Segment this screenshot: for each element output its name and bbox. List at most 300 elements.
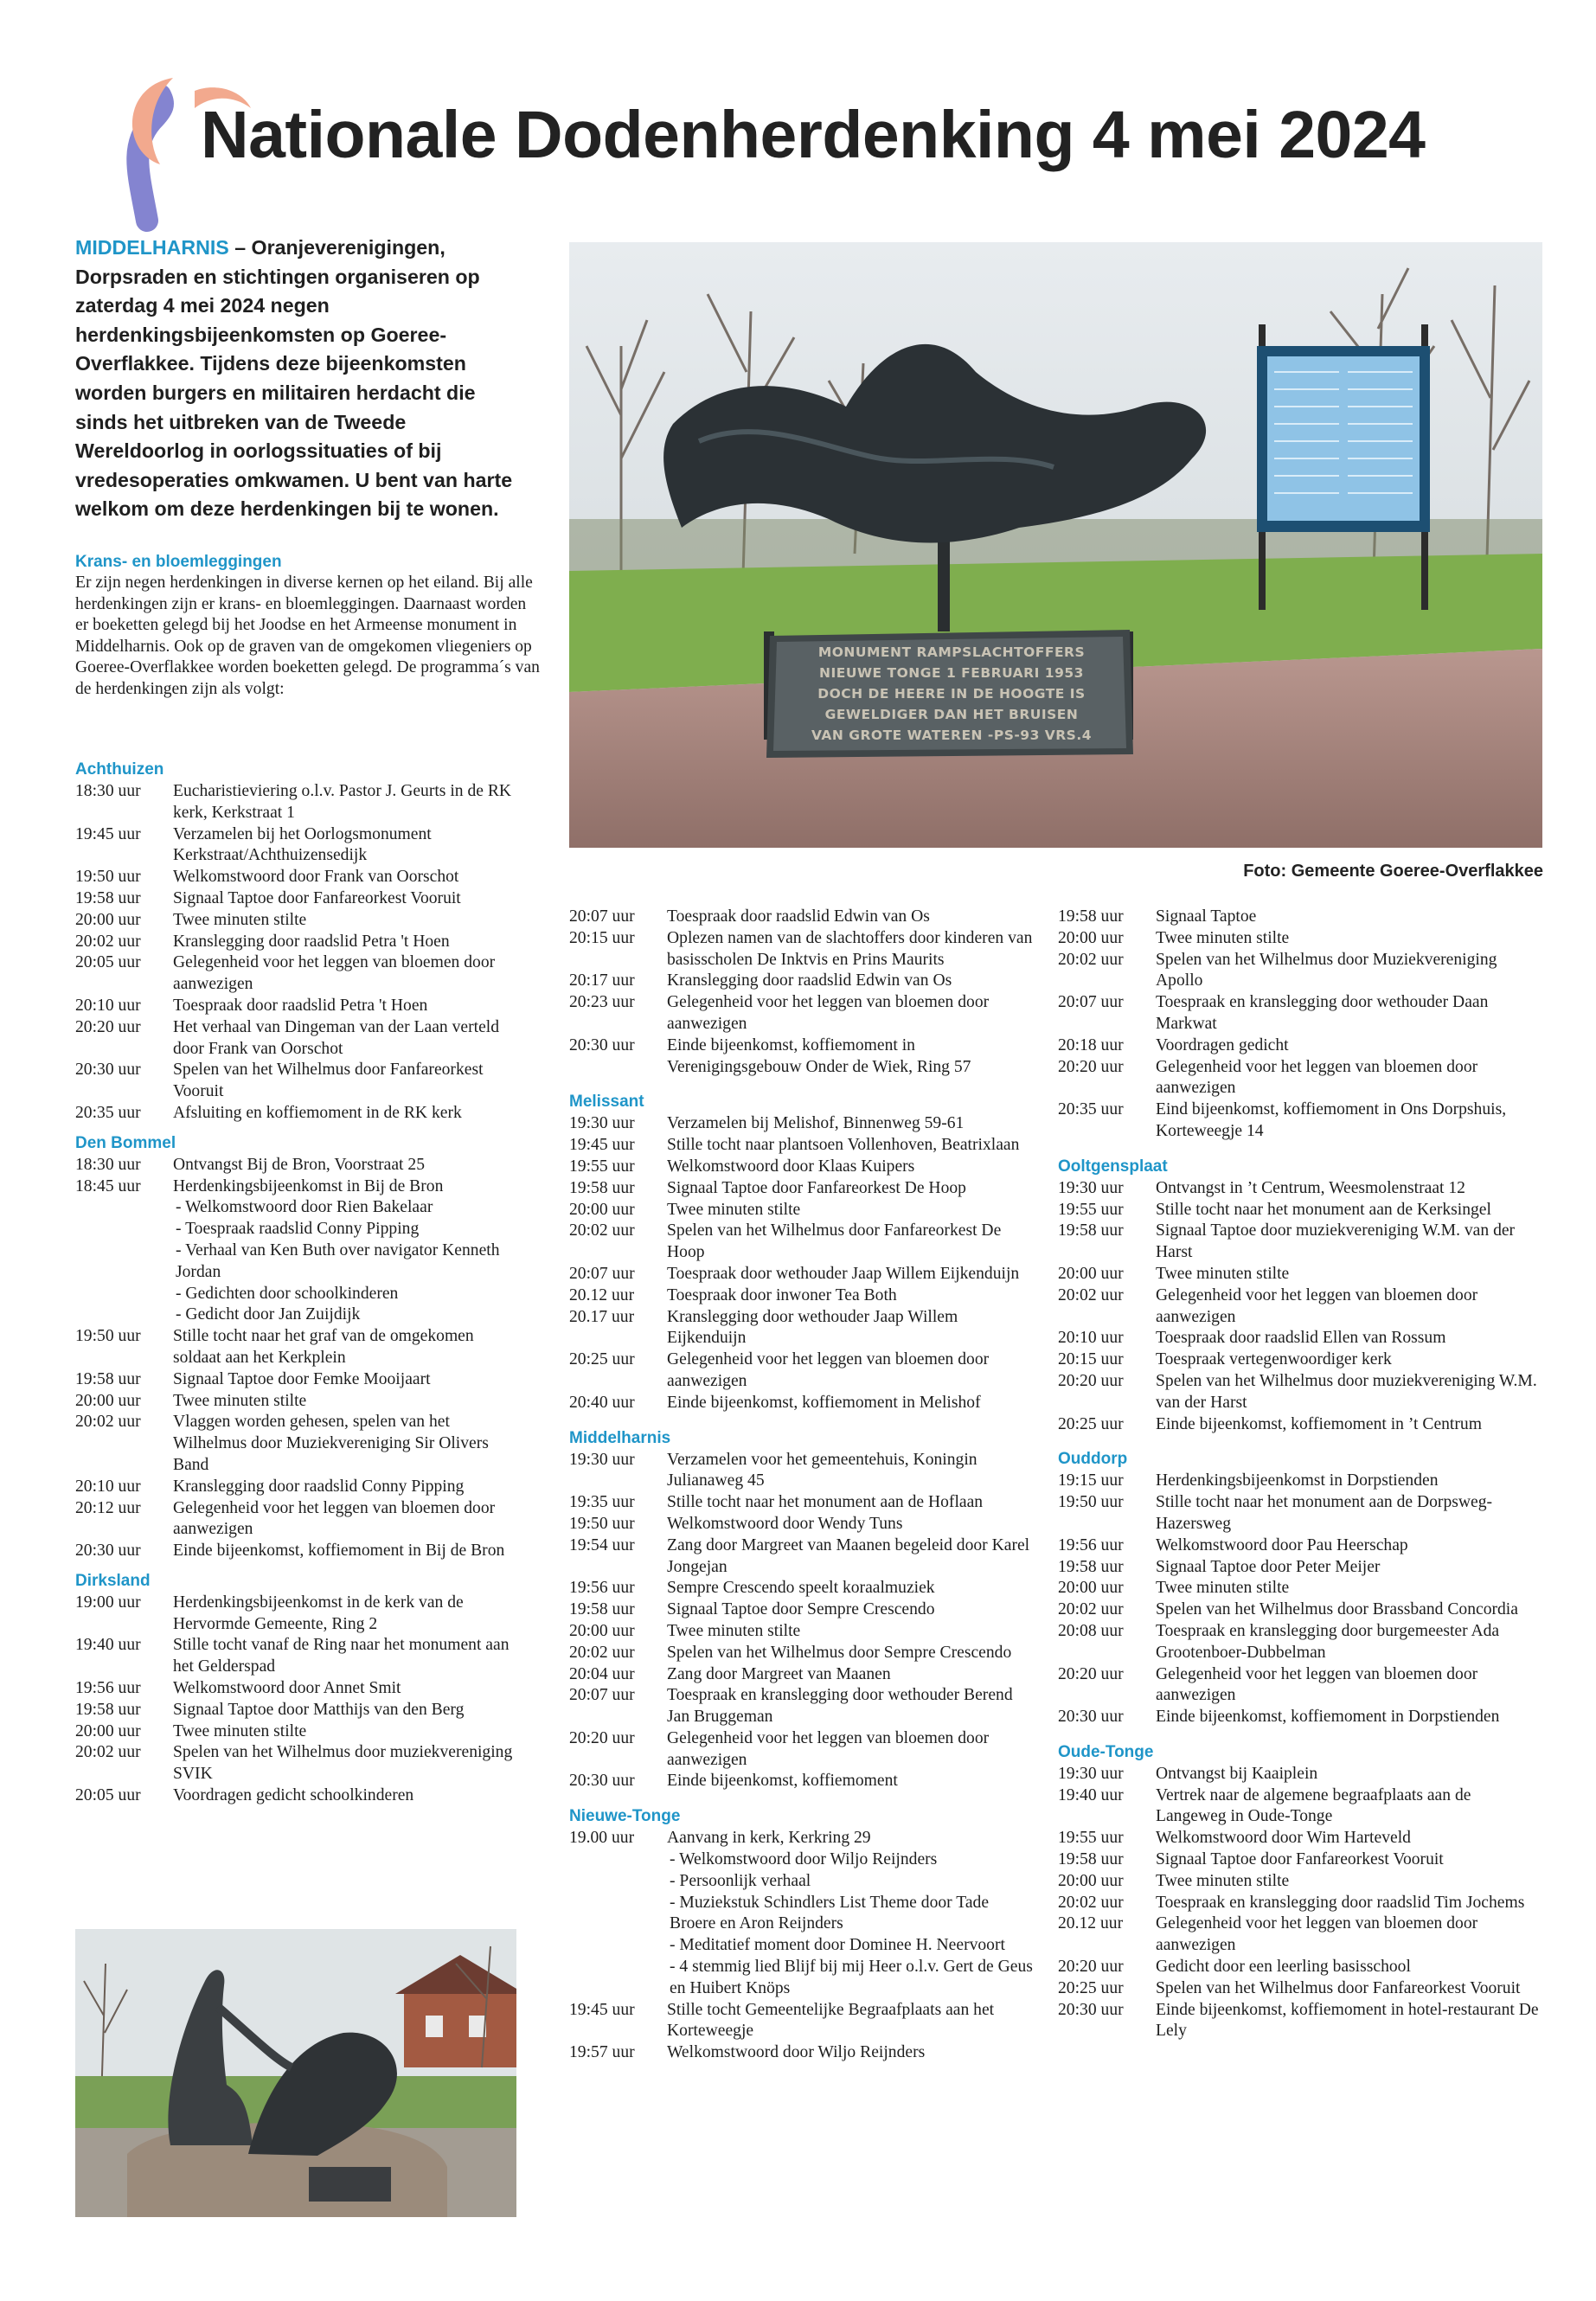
schedule-description: - Gedichten door schoolkinderen [176, 1284, 399, 1303]
schedule-description: Welkomstwoord door Frank van Oorschot [173, 868, 459, 887]
schedule-row [1058, 1913, 1542, 1957]
schedule-row [569, 1728, 1036, 1772]
schedule-row [1058, 1264, 1542, 1285]
schedule-time: 20:02 uur [75, 1413, 141, 1432]
schedule-description: Stille tocht Gemeentelijke Begraafplaats aan het Korteweegje [667, 2000, 995, 2041]
schedule-description: Toespraak en kranslegging door raadslid Tim Jochems [1156, 1893, 1525, 1912]
schedule-description: - Persoonlijk verhaal [670, 1871, 811, 1890]
schedule-description: Ontvangst Bij de Bron, Voorstraat 25 [173, 1155, 425, 1174]
schedule-row [75, 1103, 516, 1125]
schedule-description: Einde bijeenkomst, koffiemoment in ’t Centrum [1156, 1414, 1482, 1433]
schedule-row [75, 1700, 516, 1721]
schedule-time: 19:45 uur [569, 1136, 635, 1155]
schedule-row [569, 1578, 1036, 1599]
schedule-time: 20:10 uur [1058, 1329, 1124, 1348]
section-heading: Achthuizen [75, 760, 164, 779]
schedule-description: Toespraak en kranslegging door burgemeester Ada Grootenboer-Dubbelman [1156, 1621, 1500, 1662]
schedule-time [569, 1893, 667, 1936]
schedule-time: 20:02 uur [569, 1643, 635, 1662]
schedule-description: Spelen van het Wilhelmus door Sempre Crescendo [667, 1643, 1012, 1662]
schedule-time: 19:45 uur [75, 824, 141, 843]
schedule-row [569, 1599, 1036, 1621]
schedule-description: Spelen van het Wilhelmus door Fanfareorkest Vooruit [173, 1061, 484, 1101]
schedule-time: 19:58 uur [569, 1600, 635, 1619]
schedule-description: Spelen van het Wilhelmus door Fanfareorkest Vooruit [1156, 1978, 1521, 1997]
schedule-row [569, 1200, 1036, 1221]
schedule-time: 20:08 uur [1058, 1621, 1124, 1640]
schedule-row [75, 932, 516, 953]
page-title: Nationale Dodenherdenking 4 mei 2024 [201, 98, 1426, 172]
schedule-row [569, 1643, 1036, 1664]
schedule-time: 18:30 uur [75, 1155, 141, 1174]
schedule-time [569, 1871, 667, 1893]
schedule-time: 20:18 uur [1058, 1035, 1124, 1054]
schedule-time: 20:35 uur [1058, 1100, 1124, 1119]
schedule-row [1058, 1849, 1542, 1871]
schedule-time [75, 1240, 173, 1284]
schedule-description: Signaal Taptoe door Fanfareorkest De Hoop [667, 1178, 966, 1197]
schedule-time: 18:45 uur [75, 1176, 141, 1195]
schedule-row [1058, 1764, 1542, 1785]
schedule-time: 20:30 uur [569, 1772, 635, 1791]
schedule-time: 20:02 uur [1058, 1600, 1124, 1619]
schedule-row [569, 1135, 1036, 1157]
schedule-row [1058, 2000, 1542, 2043]
schedule-row [1058, 928, 1542, 950]
schedule-row [75, 1240, 516, 1284]
schedule-row [569, 2042, 1036, 2064]
schedule-row [75, 888, 516, 910]
schedule-time [75, 1219, 173, 1240]
schedule-row [75, 952, 516, 996]
schedule-time: 20:20 uur [569, 1728, 635, 1747]
schedule-time: 20:20 uur [1058, 1371, 1124, 1390]
section-heading: Dirksland [75, 1571, 151, 1590]
schedule-description: Voordragen gedicht [1156, 1035, 1289, 1054]
schedule-row [75, 1284, 516, 1305]
schedule-description: Gelegenheid voor het leggen van bloemen door aanwezigen [667, 1350, 990, 1390]
schedule-time: 20:25 uur [1058, 1414, 1124, 1433]
schedule-description: Twee minuten stilte [667, 1200, 801, 1219]
schedule-row [569, 971, 1036, 992]
schedule-time: 20:12 uur [75, 1498, 141, 1517]
schedule-row [75, 1412, 516, 1476]
schedule-description: Zang door Margreet van Maanen begeleid door Karel Jongejan [667, 1535, 1030, 1576]
krans-section [75, 552, 542, 701]
schedule-time: 19.00 uur [569, 1829, 635, 1848]
schedule-description: Einde bijeenkomst, koffiemoment in Bij de Bron [173, 1541, 505, 1561]
schedule-time: 19:50 uur [75, 868, 141, 887]
schedule-description: Vertrek naar de algemene begraafplaats aan de Langeweg in Oude-Tonge [1156, 1785, 1471, 1826]
schedule-description: Herdenkingsbijeenkomst in Bij de Bron [173, 1176, 444, 1195]
schedule-description: Welkomstwoord door Wendy Tuns [667, 1514, 903, 1533]
schedule-description: Stille tocht naar het monument aan de Hoflaan [667, 1493, 984, 1512]
schedule-description: - Welkomstwoord door Wiljo Reijnders [670, 1850, 938, 1869]
schedule-time: 19:56 uur [1058, 1535, 1124, 1554]
schedule-time [75, 1284, 173, 1305]
schedule-time: 18:30 uur [75, 782, 141, 800]
schedule-description: Afsluiting en koffiemoment in de RK kerk [173, 1103, 462, 1122]
section-den-bommel [75, 1133, 516, 1562]
schedule-row [1058, 1414, 1542, 1436]
schedule-time: 19:58 uur [1058, 907, 1124, 926]
schedule-row [1058, 1535, 1542, 1557]
schedule-row [569, 1664, 1036, 1686]
schedule-row [1058, 1664, 1542, 1708]
schedule-description: Toespraak door raadslid Petra 't Hoen [173, 996, 428, 1015]
schedule-description: Signaal Taptoe [1156, 907, 1257, 926]
schedule-description: Stille tocht vanaf de Ring naar het monument aan het Gelderspad [173, 1636, 510, 1676]
krans-heading: Krans- en bloemleggingen [75, 553, 282, 571]
schedule-time: 19:40 uur [1058, 1785, 1124, 1804]
schedule-description: Toespraak door inwoner Tea Both [667, 1285, 897, 1304]
schedule-description: Stille tocht naar plantsoen Vollenhoven, Beatrixlaan [667, 1136, 1020, 1155]
schedule-row [1058, 1871, 1542, 1893]
schedule-time: 20:20 uur [1058, 1664, 1124, 1683]
schedule-row [75, 1017, 516, 1061]
section-heading: Oude-Tonge [1058, 1742, 1154, 1761]
schedule-time: 20:02 uur [75, 1743, 141, 1762]
schedule-description: Welkomstwoord door Klaas Kuipers [667, 1157, 915, 1176]
schedule-time: 20:02 uur [1058, 950, 1124, 969]
schedule-row [569, 1157, 1036, 1178]
schedule-description: Voordragen gedicht schoolkinderen [173, 1786, 414, 1805]
schedule-time [75, 1304, 173, 1326]
schedule-time: 19:56 uur [569, 1579, 635, 1598]
schedule-time: 19:58 uur [1058, 1557, 1124, 1576]
schedule-time: 20:20 uur [75, 1017, 141, 1036]
schedule-description: - Meditatief moment door Dominee H. Neervoort [670, 1936, 1005, 1955]
schedule-row [75, 1742, 516, 1785]
section-nieuwe-tonge-continued [1058, 907, 1542, 1143]
schedule-row [569, 1307, 1036, 1350]
schedule-time: 19:58 uur [75, 1369, 141, 1388]
schedule-row [75, 1060, 516, 1103]
section-heading: Ouddorp [1058, 1450, 1128, 1469]
schedule-row [569, 1771, 1036, 1792]
schedule-time: 19:55 uur [1058, 1200, 1124, 1219]
schedule-row [1058, 1285, 1542, 1329]
schedule-time: 20:30 uur [1058, 2000, 1124, 2019]
schedule-description: Twee minuten stilte [1156, 1264, 1290, 1283]
section-heading: Ooltgensplaat [1058, 1157, 1168, 1176]
schedule-description: Verzamelen bij Melishof, Binnenweg 59-61 [667, 1114, 965, 1133]
schedule-row [1058, 1707, 1542, 1728]
schedule-description: Spelen van het Wilhelmus door Muziekvereniging Apollo [1156, 950, 1497, 990]
schedule-description: Kranslegging door raadslid Petra 't Hoen [173, 932, 450, 951]
schedule-description: Stille tocht naar het graf van de omgekomen soldaat aan het Kerkplein [173, 1327, 474, 1367]
schedule-description: Kranslegging door raadslid Conny Pipping [173, 1477, 465, 1496]
schedule-description: - Welkomstwoord door Rien Bakelaar [176, 1198, 433, 1217]
schedule-time: 20:04 uur [569, 1664, 635, 1683]
schedule-row [1058, 1200, 1542, 1221]
schedule-row [1058, 1035, 1542, 1057]
column-left [75, 760, 516, 1816]
wave-sculpture-photo [75, 1929, 516, 2217]
schedule-description: Twee minuten stilte [173, 910, 307, 929]
schedule-row [75, 1593, 516, 1636]
section-nieuwe-tonge [569, 1806, 1036, 2064]
photo-caption: Foto: Gemeente Goeree-Overflakkee [1243, 862, 1543, 881]
schedule-description: Verzamelen bij het Oorlogsmonument Kerkstraat/Achthuizensedijk [173, 824, 432, 865]
schedule-row [1058, 1178, 1542, 1200]
schedule-description: Stille tocht naar het monument aan de Dorpsweg-Hazersweg [1156, 1493, 1493, 1533]
section-ooltgensplaat [1058, 1157, 1542, 1436]
section-heading: Den Bommel [75, 1133, 176, 1152]
schedule-row [569, 1957, 1036, 2000]
schedule-time: 20:02 uur [569, 1221, 635, 1240]
schedule-description: Kranslegging door wethouder Jaap Willem Eijkenduijn [667, 1307, 958, 1348]
schedule-row [75, 1785, 516, 1807]
schedule-description: Spelen van het Wilhelmus door Fanfareorkest De Hoop [667, 1221, 1002, 1262]
section-achthuizen [75, 760, 516, 1125]
schedule-description: Einde bijeenkomst, koffiemoment in hotel-restaurant De Lely [1156, 2000, 1539, 2041]
schedule-row [569, 1285, 1036, 1307]
schedule-description: - 4 stemmig lied Blijf bij mij Heer o.l.v. Gert de Geus en Huibert Knöps [670, 1958, 1033, 1997]
schedule-time [569, 1935, 667, 1957]
schedule-row [75, 1304, 516, 1326]
schedule-row [1058, 1621, 1542, 1664]
schedule-description: Twee minuten stilte [1156, 928, 1290, 947]
schedule-description: Gelegenheid voor het leggen van bloemen door aanwezigen [173, 953, 496, 994]
schedule-description: Het verhaal van Dingeman van der Laan verteld door Frank van Oorschot [173, 1017, 500, 1058]
schedule-time: 20:07 uur [569, 907, 635, 926]
schedule-description: Toespraak door wethouder Jaap Willem Eijkenduijn [667, 1264, 1020, 1283]
schedule-row [1058, 1957, 1542, 1978]
schedule-description: Einde bijeenkomst, koffiemoment in Verenigingsgebouw Onder de Wiek, Ring 57 [667, 1035, 971, 1076]
schedule-description: Twee minuten stilte [667, 1621, 801, 1640]
schedule-row [75, 824, 516, 868]
schedule-row [1058, 1221, 1542, 1264]
schedule-description: Welkomstwoord door Pau Heerschap [1156, 1535, 1408, 1554]
schedule-description: Ontvangst in ’t Centrum, Weesmolenstraat 12 [1156, 1178, 1465, 1197]
schedule-row [569, 1393, 1036, 1414]
schedule-description: - Toespraak raadslid Conny Pipping [176, 1220, 420, 1239]
schedule-time: 19:57 uur [569, 2043, 635, 2062]
schedule-time: 20:02 uur [1058, 1285, 1124, 1304]
schedule-time: 19:50 uur [569, 1514, 635, 1533]
schedule-row [569, 1492, 1036, 1514]
schedule-description: Herdenkingsbijeenkomst in Dorpstienden [1156, 1471, 1439, 1490]
schedule-time: 20:02 uur [75, 932, 141, 951]
schedule-row [1058, 1978, 1542, 2000]
schedule-time: 19:55 uur [1058, 1829, 1124, 1848]
schedule-description: Spelen van het Wilhelmus door Brassband Concordia [1156, 1600, 1518, 1619]
schedule-description: Signaal Taptoe door Fanfareorkest Vooruit [1156, 1850, 1444, 1869]
schedule-row [75, 1498, 516, 1541]
schedule-row [1058, 1785, 1542, 1829]
schedule-time: 19:30 uur [1058, 1178, 1124, 1197]
schedule-row [569, 1178, 1036, 1200]
schedule-description: Ontvangst bij Kaaiplein [1156, 1764, 1318, 1783]
schedule-row [569, 1535, 1036, 1579]
schedule-time: 19:50 uur [1058, 1493, 1124, 1512]
schedule-row [569, 928, 1036, 971]
intro-paragraph [75, 234, 529, 524]
schedule-row [75, 1477, 516, 1498]
schedule-time: 20:10 uur [75, 996, 141, 1015]
schedule-description: Signaal Taptoe door Matthijs van den Berg [173, 1700, 465, 1719]
schedule-time: 20:00 uur [569, 1621, 635, 1640]
schedule-time: 20:00 uur [1058, 1264, 1124, 1283]
krans-text: Er zijn negen herdenkingen in diverse kernen op het eiland. Bij alle herdenkingen zijn er krans- en bloemleggingen. Daarnaast worden er boeketten gelegd bij het Joodse en het Armeense monument in Middelharnis. Ook op de graven van de omgekomen vliegeniers op Goeree-Overflakkee worden boeketten gelegd. De programma´s van de herdenkingen zijn als volgt: [75, 574, 540, 698]
schedule-time: 20:07 uur [1058, 993, 1124, 1012]
schedule-time: 20:35 uur [75, 1103, 141, 1122]
schedule-description: Signaal Taptoe door Sempre Crescendo [667, 1600, 935, 1619]
schedule-time: 20:00 uur [75, 1721, 141, 1740]
schedule-description: Signaal Taptoe door Fanfareorkest Vooruit [173, 888, 461, 907]
section-heading: Nieuwe-Tonge [569, 1807, 681, 1826]
schedule-description: Gelegenheid voor het leggen van bloemen door aanwezigen [1156, 1285, 1478, 1326]
schedule-description: Welkomstwoord door Wiljo Reijnders [667, 2043, 926, 2062]
schedule-row [1058, 950, 1542, 993]
schedule-time: 19:56 uur [75, 1679, 141, 1698]
schedule-description: Gelegenheid voor het leggen van bloemen door aanwezigen [1156, 1914, 1478, 1955]
schedule-description: Toespraak en kranslegging door wethouder Daan Markwat [1156, 993, 1489, 1033]
schedule-time: 19:45 uur [569, 2000, 635, 2019]
schedule-row [1058, 1471, 1542, 1492]
schedule-time: 20:17 uur [569, 971, 635, 990]
schedule-time: 19:30 uur [569, 1114, 635, 1133]
schedule-description: Gelegenheid voor het leggen van bloemen door aanwezigen [667, 1728, 990, 1769]
schedule-time: 20:25 uur [1058, 1978, 1124, 1997]
schedule-description: Einde bijeenkomst, koffiemoment in Dorpstienden [1156, 1708, 1500, 1727]
schedule-time: 20.12 uur [569, 1285, 635, 1304]
schedule-description: Gelegenheid voor het leggen van bloemen door aanwezigen [1156, 1057, 1478, 1098]
schedule-time: 20.12 uur [1058, 1914, 1124, 1933]
schedule-time [569, 1849, 667, 1871]
schedule-row [75, 1155, 516, 1176]
schedule-row [75, 1391, 516, 1413]
schedule-row [75, 910, 516, 932]
schedule-time: 20:07 uur [569, 1686, 635, 1705]
schedule-time: 19:58 uur [569, 1178, 635, 1197]
schedule-row [75, 1721, 516, 1743]
section-dirksland [75, 1571, 516, 1807]
schedule-row [75, 867, 516, 888]
monument-photo [569, 242, 1542, 848]
schedule-description: Spelen van het Wilhelmus door muziekvereniging SVIK [173, 1743, 513, 1784]
schedule-row [569, 907, 1036, 928]
dateline: MIDDELHARNIS [75, 236, 229, 259]
schedule-time: 20:15 uur [1058, 1350, 1124, 1369]
schedule-time: 19:54 uur [569, 1535, 635, 1554]
schedule-row [75, 1219, 516, 1240]
schedule-time: 19:40 uur [75, 1636, 141, 1655]
section-dirksland-continued [569, 907, 1036, 1078]
schedule-description: Gelegenheid voor het leggen van bloemen door aanwezigen [1156, 1664, 1478, 1705]
schedule-description: Gelegenheid voor het leggen van bloemen door aanwezigen [173, 1498, 496, 1539]
schedule-time: 20:05 uur [75, 1786, 141, 1805]
schedule-row [569, 1035, 1036, 1079]
schedule-time: 20:10 uur [75, 1477, 141, 1496]
section-ouddorp [1058, 1449, 1542, 1728]
schedule-description: Stille tocht naar het monument aan de Kerksingel [1156, 1200, 1491, 1219]
schedule-description: Einde bijeenkomst, koffiemoment in Melishof [667, 1393, 981, 1412]
schedule-row [569, 1871, 1036, 1893]
schedule-time: 19:30 uur [1058, 1764, 1124, 1783]
schedule-row [1058, 1371, 1542, 1414]
schedule-description: Toespraak vertegenwoordiger kerk [1156, 1350, 1392, 1369]
section-oude-tonge [1058, 1742, 1542, 2042]
schedule-row [569, 1621, 1036, 1643]
schedule-time: 20:00 uur [1058, 1871, 1124, 1890]
schedule-time: 20:25 uur [569, 1350, 635, 1369]
schedule-description: Signaal Taptoe door muziekvereniging W.M. van der Harst [1156, 1221, 1516, 1262]
schedule-description: Gedicht door een leerling basisschool [1156, 1958, 1411, 1977]
schedule-time: 20.17 uur [569, 1307, 635, 1326]
schedule-description: Aanvang in kerk, Kerkring 29 [667, 1829, 871, 1848]
schedule-description: Twee minuten stilte [173, 1391, 307, 1410]
schedule-description: Eind bijeenkomst, koffiemoment in Ons Dorpshuis, Korteweegje 14 [1156, 1100, 1507, 1140]
schedule-row [75, 1541, 516, 1562]
schedule-row [569, 1514, 1036, 1535]
schedule-time: 20:00 uur [75, 910, 141, 929]
schedule-time: 20:40 uur [569, 1393, 635, 1412]
schedule-row [569, 1349, 1036, 1393]
schedule-description: Eucharistieviering o.l.v. Pastor J. Geurts in de RK kerk, Kerkstraat 1 [173, 782, 512, 822]
schedule-description: Welkomstwoord door Wim Harteveld [1156, 1829, 1411, 1848]
schedule-time: 19:58 uur [75, 1700, 141, 1719]
schedule-row [1058, 1099, 1542, 1143]
schedule-time: 19:58 uur [75, 888, 141, 907]
schedule-time: 19:35 uur [569, 1493, 635, 1512]
schedule-time [569, 1957, 667, 2000]
schedule-row [569, 1113, 1036, 1135]
schedule-description: Toespraak door raadslid Ellen van Rossum [1156, 1329, 1446, 1348]
schedule-row [75, 1197, 516, 1219]
section-heading: Middelharnis [569, 1428, 671, 1447]
schedule-time: 19:58 uur [1058, 1850, 1124, 1869]
schedule-row [569, 1264, 1036, 1285]
schedule-row [569, 1935, 1036, 1957]
schedule-time: 20:07 uur [569, 1264, 635, 1283]
schedule-time: 19:00 uur [75, 1593, 141, 1612]
schedule-row [569, 992, 1036, 1035]
schedule-row [75, 1176, 516, 1198]
schedule-row [569, 1828, 1036, 1849]
schedule-time [75, 1197, 173, 1219]
schedule-description: Vlaggen worden gehesen, spelen van het Wilhelmus door Muziekvereniging Sir Olivers Band [173, 1413, 489, 1474]
schedule-description: Twee minuten stilte [173, 1721, 307, 1740]
schedule-description: Twee minuten stilte [1156, 1871, 1290, 1890]
schedule-description: Toespraak door raadslid Edwin van Os [667, 907, 930, 926]
section-heading: Melissant [569, 1093, 644, 1112]
schedule-time: 20:30 uur [75, 1541, 141, 1561]
schedule-time: 20:00 uur [1058, 928, 1124, 947]
intro-text: – Oranjeverenigingen, Dorpsraden en stichtingen organiseren op zaterdag 4 mei 2024 negen herdenkingsbijeenkomsten op Goeree-Overflakkee. Tijdens deze bijeenkomsten worden burgers en militairen herdacht die sinds het uitbreken van de Tweede Wereldoorlog in oorlogssituaties of bij vredesoperaties omkwamen. U bent van harte welkom om deze herdenkingen bij te wonen. [75, 236, 513, 521]
schedule-description: Verzamelen voor het gemeentehuis, Koningin Julianaweg 45 [667, 1450, 977, 1490]
schedule-time: 20:23 uur [569, 993, 635, 1012]
schedule-row [1058, 1893, 1542, 1914]
schedule-time: 20:20 uur [1058, 1057, 1124, 1076]
schedule-time: 20:30 uur [75, 1061, 141, 1080]
schedule-description: Signaal Taptoe door Femke Mooijaart [173, 1369, 431, 1388]
schedule-time: 20:20 uur [1058, 1958, 1124, 1977]
schedule-description: - Muziekstuk Schindlers List Theme door Tade Broere en Aron Reijnders [670, 1893, 990, 1933]
schedule-description: Herdenkingsbijeenkomst in de kerk van de Hervormde Gemeente, Ring 2 [173, 1593, 464, 1633]
schedule-description: Gelegenheid voor het leggen van bloemen door aanwezigen [667, 993, 990, 1033]
schedule-time: 20:00 uur [1058, 1579, 1124, 1598]
schedule-row [1058, 1599, 1542, 1621]
section-melissant [569, 1092, 1036, 1413]
schedule-row [1058, 1828, 1542, 1849]
schedule-time: 20:15 uur [569, 928, 635, 947]
schedule-time: 19:30 uur [569, 1450, 635, 1469]
schedule-row [569, 1685, 1036, 1728]
section-middelharnis [569, 1428, 1036, 1793]
schedule-description: Oplezen namen van de slachtoffers door kinderen van basisscholen De Inktvis en Prins Maurits [667, 928, 1033, 969]
